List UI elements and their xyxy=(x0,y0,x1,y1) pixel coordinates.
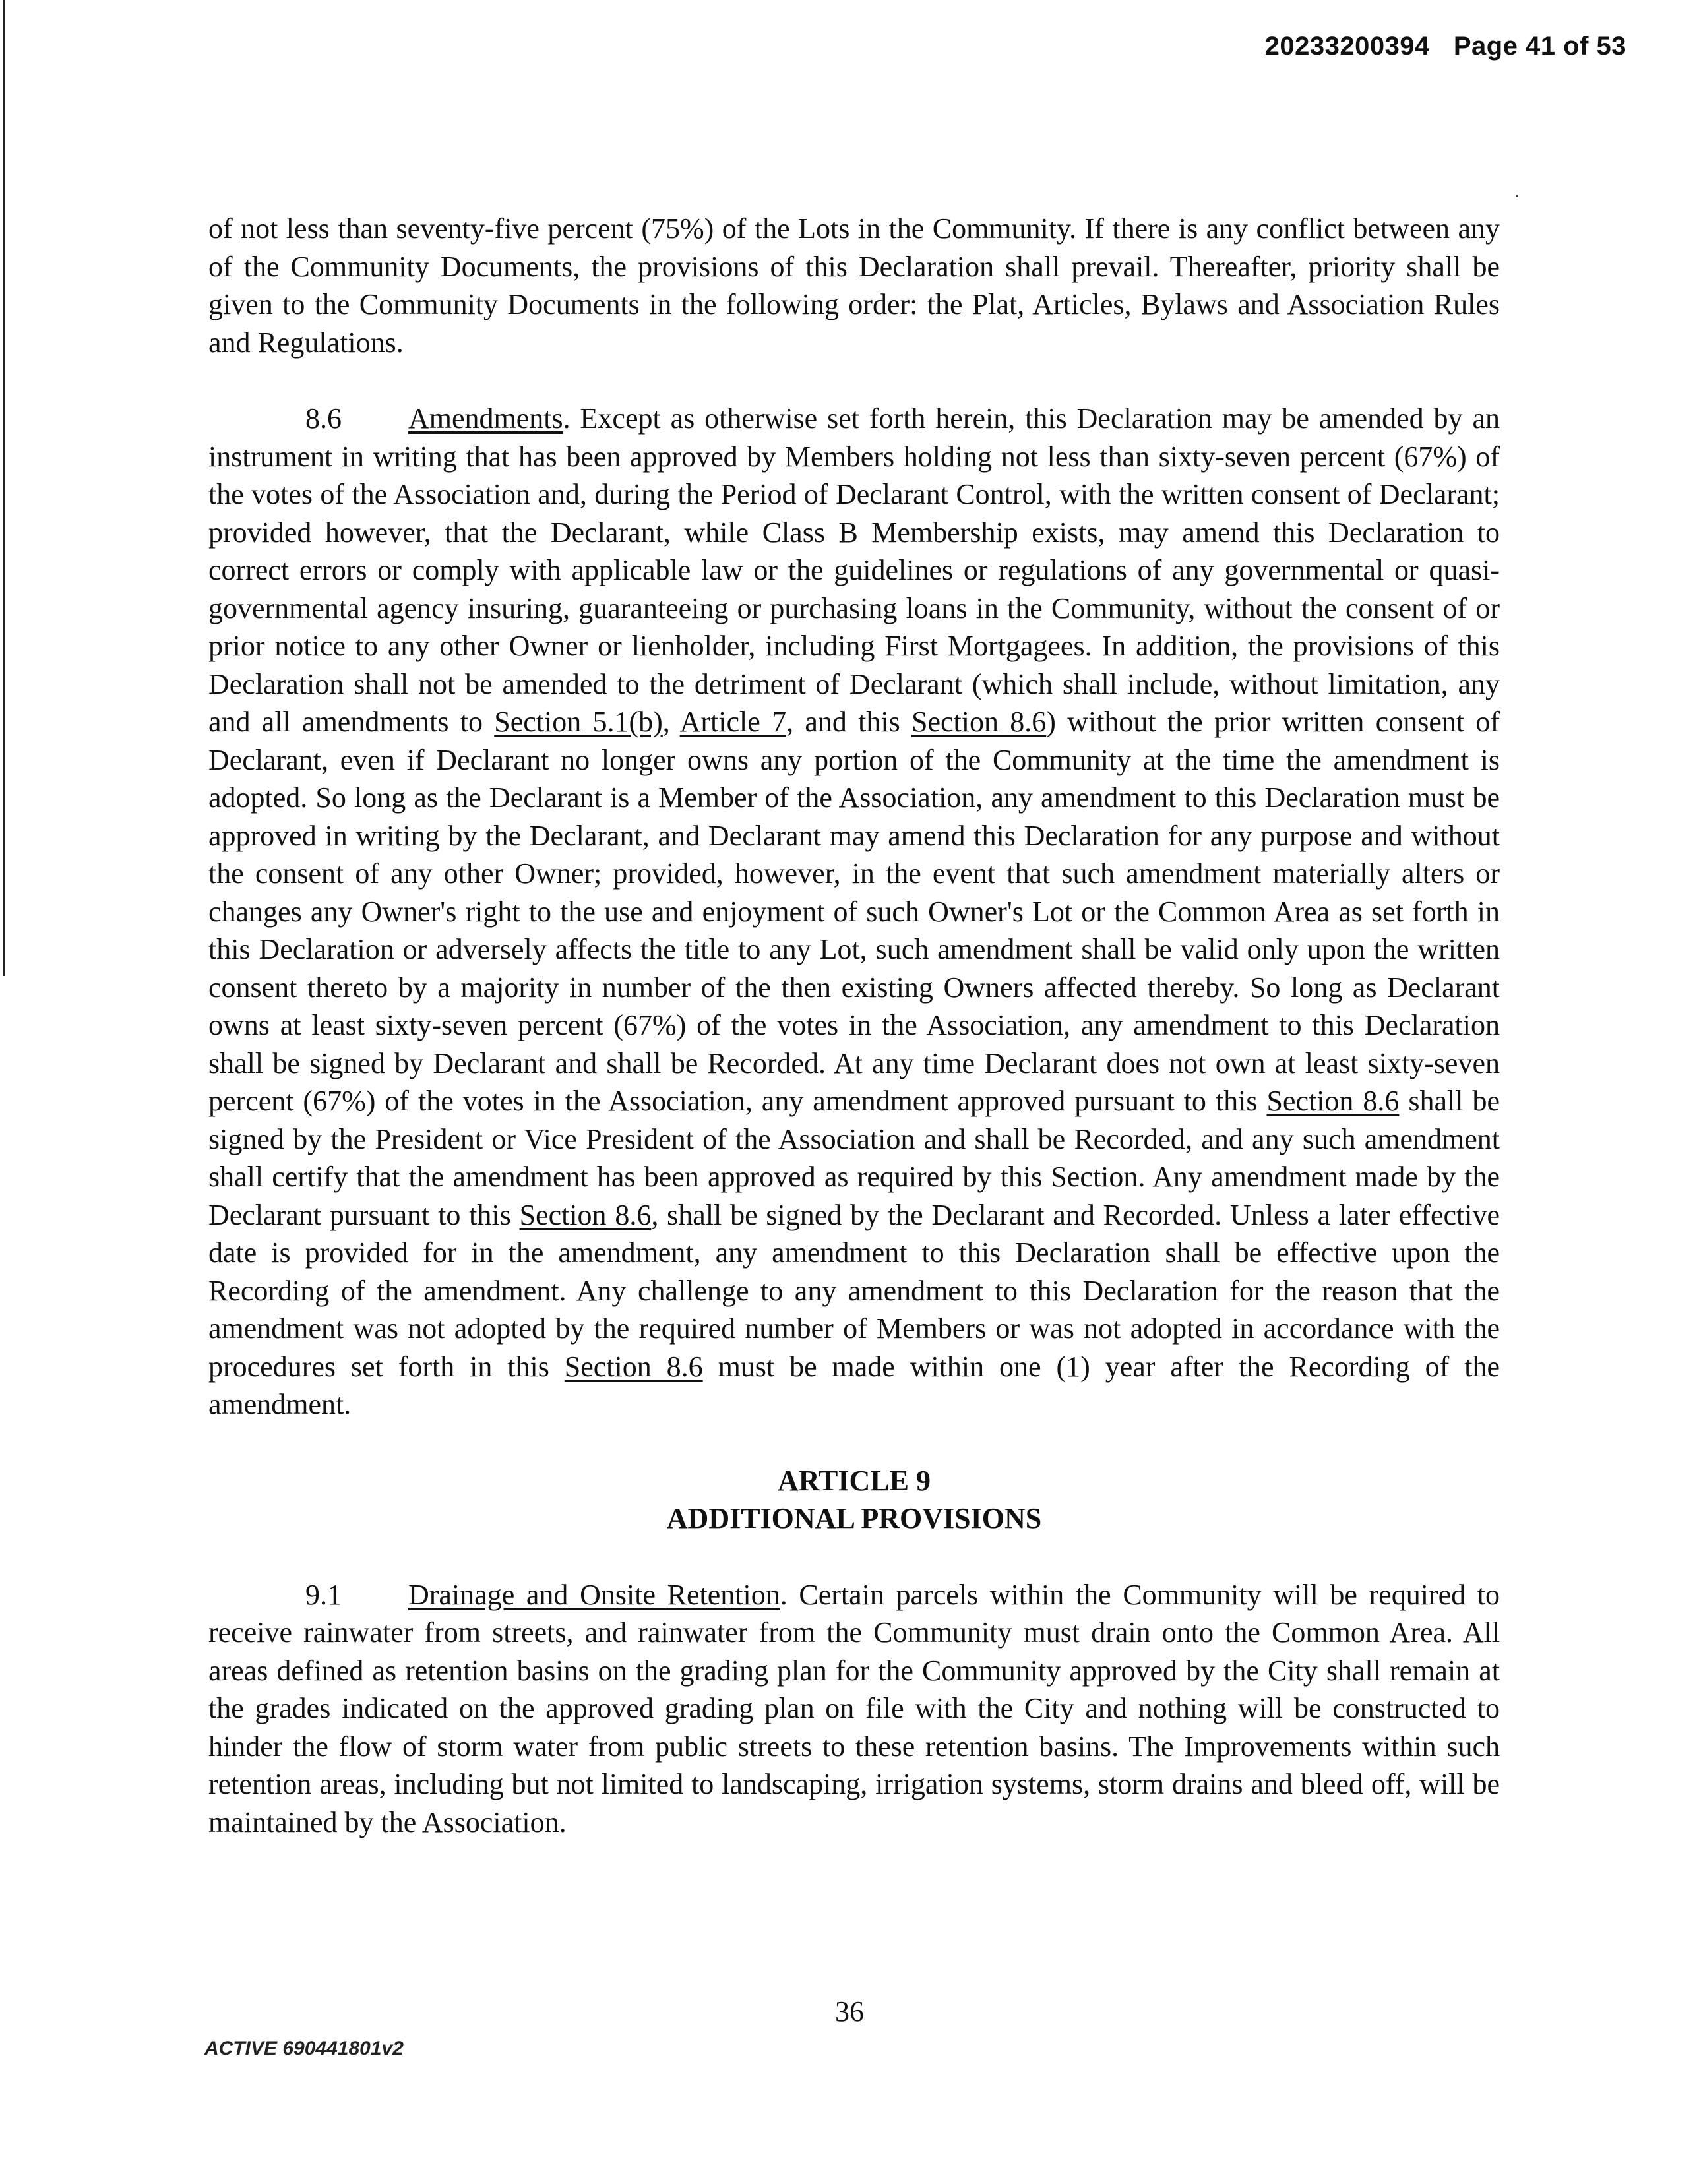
reference-section-8-6: Section 8.6 xyxy=(1266,1085,1400,1117)
left-margin-rule xyxy=(3,0,5,976)
section-8-6-text-4: ) without the prior written consent of Declarant, even if Declarant no longer owns any portion of the Community at the time the amendment is adopted. So long as the Declarant is a Member of the Association, any amendment to this Declaration must be approved in writing by the Declarant, and Declarant may amend this Declaration for any purpose and without the consent of any other Owner; provided, however, in the event that such amendment materially alters or changes any Owner's right to the use and enjoyment of such Owner's Lot or the Common Area as set forth in this Declaration or adversely affects the title to any Lot, such amendment shall be valid only upon the written consent thereto by a majority in number of the then existing Owners affected thereby. So long as Declarant owns at least sixty-seven percent (67%) of the votes in the Association, any amendment to this Declaration shall be signed by Declarant and shall be Recorded. At any time Declarant does not own at least sixty-seven percent (67%) of the votes in the Association, any amendment approved pursuant to this xyxy=(208,706,1500,1117)
section-8-6-text-1: . Except as otherwise set forth herein, this Declaration may be amended by an instrument in writing that has been approved by Members holding not less than sixty-seven percent (67%) of the votes of the Association and, during the Period of Declarant Control, with the written consent of Declarant; provided however, that the Declarant, while Class B Membership exists, may amend this Declaration to correct errors or comply with applicable law or the guidelines or regulations of any governmental or quasi-governmental agency insuring, guaranteeing or purchasing loans in the Community, without the consent of or prior notice to any other Owner or lienholder, including First Mortgagees. In addition, the provisions of this Declaration shall not be amended to the detriment of Declarant (which shall include, without limitation, any and all amendments to xyxy=(208,402,1500,738)
record-number: 20233200394 xyxy=(1264,32,1430,61)
reference-section-5-1b: Section 5.1(b) xyxy=(494,706,663,738)
section-9-1-text: . Certain parcels within the Community will be required to receive rainwater from streets, and rainwater from the Community must drain onto the Common Area. All areas defined as retention basins on the grading plan for the Community approved by the City shall remain at the grades indicated on the approved grading plan on file with the City and nothing will be constructed to hinder the flow of storm water from public streets to these retention basins. The Improvements within such retention areas, including but not limited to landscaping, irrigation systems, storm drains and bleed off, will be maintained by the Association. xyxy=(208,1578,1500,1838)
reference-section-8-6: Section 8.6 xyxy=(519,1198,652,1231)
scan-speck xyxy=(1516,195,1518,197)
reference-section-8-6: Section 8.6 xyxy=(564,1350,703,1383)
paragraph-gap xyxy=(208,361,1500,400)
reference-section-8-6: Section 8.6 xyxy=(911,706,1047,738)
page-header xyxy=(1265,32,1626,61)
page-number: 36 xyxy=(835,1995,864,2028)
section-9-1-paragraph xyxy=(208,1576,1500,1842)
section-8-6-text-5: shall be signed by the President or Vice President of the Association and shall be Recorded, and any such amendment shall certify that the amendment has been approved as required by this Section. Any amendment made by the Declarant pursuant to this xyxy=(208,1085,1500,1231)
reference-article-7: Article 7 xyxy=(679,706,787,738)
document-body xyxy=(208,210,1500,1841)
section-9-1-number: 9.1 xyxy=(305,1578,342,1611)
section-8-6-text-2: , xyxy=(662,706,680,738)
article-subtitle: ADDITIONAL PROVISIONS xyxy=(666,1502,1042,1534)
section-8-6-heading: Amendments xyxy=(408,402,563,435)
page-label: Page 41 of 53 xyxy=(1453,32,1626,61)
section-8-6-text-6: , shall be signed by the Declarant and Recorded. Unless a later effective date is provided for in the amendment, any amendment to this Declaration shall be effective upon the Recording of the amendment. Any challenge to any amendment to this Declaration for the reason that the amendment was not adopted by the required number of Members or was not adopted in accordance with the procedures set forth in this xyxy=(208,1198,1500,1383)
article-title: ARTICLE 9 xyxy=(778,1464,931,1497)
document-id: ACTIVE 690441801v2 xyxy=(204,2038,404,2059)
article-9-heading xyxy=(208,1462,1500,1538)
continuation-paragraph: of not less than seventy-five percent (75%) of the Lots in the Community. If there is any conflict between any of the Community Documents, the provisions of this Declaration shall prevail. Thereafter, priority shall be given to the Community Documents in the following order: the Plat, Articles, Bylaws and Association Rules and Regulations. xyxy=(208,212,1500,359)
section-8-6-paragraph xyxy=(208,400,1500,1424)
section-8-6-number: 8.6 xyxy=(305,402,342,435)
section-9-1-heading: Drainage and Onsite Retention xyxy=(408,1578,780,1611)
section-8-6-text-7: must be made within one (1) year after the Recording of the amendment. xyxy=(208,1350,1500,1420)
section-8-6-text-3: , and this xyxy=(786,706,912,738)
